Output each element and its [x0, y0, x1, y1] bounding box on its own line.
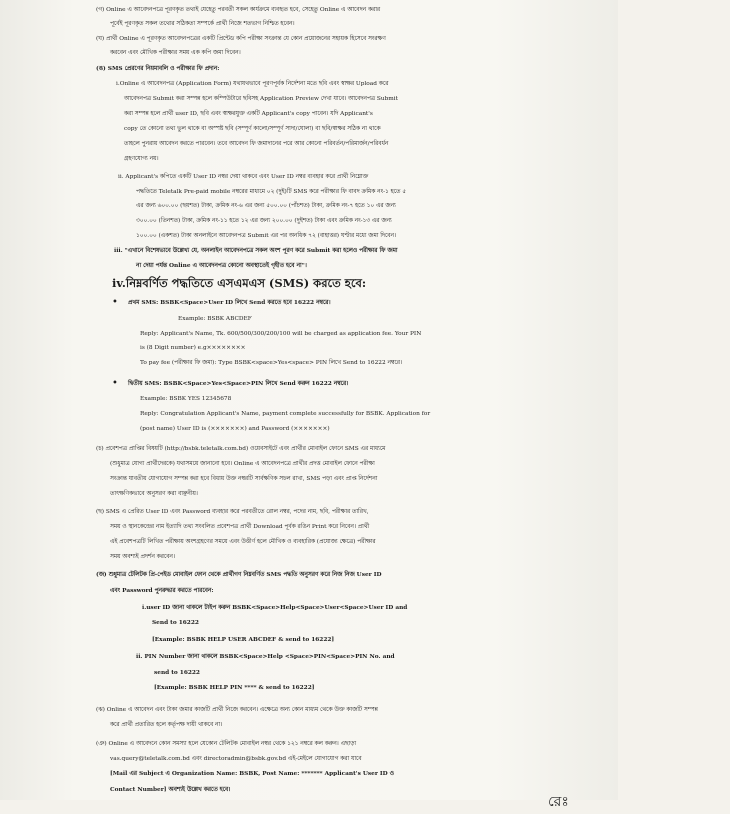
text-line: Contact Number] অবশ্যই উল্লেখ করতে হবে।	[110, 787, 231, 793]
text-line: (জ) শুধুমাত্র টেলিটক প্রি-পেইড মোবাইল ফোন থেকে প্রার্থীগণ নিম্নবর্ণিত SMS পদ্ধতি অনুসরণ করে নিজ নিজ User ID	[96, 572, 382, 578]
text-line: পূর্বেই পূরণকৃত সকল তথ্যের সঠিকতা সম্পর্কে প্রার্থী নিজে শতভাগ নিশ্চিত হবেন।	[110, 21, 295, 27]
text-line: Send to 16222	[152, 620, 199, 626]
text-line: ৩০০.০০ (তিনশত) টাকা, ক্রমিক নং-১১ হতে ১২ এর জন্য ২০০.০০ (দুইশত) টাকা এবং ক্রমিক নং-১৩ এর জন্য	[136, 218, 392, 224]
text-line: সংক্রান্ত যাবতীয় যোগাযোগ সম্পন্ন করা হবে বিধায় উক্ত নম্বরটি সার্বক্ষণিক সচল রাখা, SMS পড়া এবং প্রাপ্ত নির্দেশনা	[110, 476, 378, 482]
text-line: (গ) Online এ আবেদনপত্রে পূরণকৃত তথ্যই যেহেতু পরবর্তী সকল কার্যক্রমে ব্যবহৃত হবে, সেহেতু Online এ আবেদন করার	[96, 7, 381, 13]
text-line: Example: BSBK ABCDEF	[178, 316, 252, 322]
text-line: ii. PIN Number জানা থাকলে BSBK<Space>Help <Space>PIN<Space>PIN No. and	[136, 654, 395, 660]
text-line: (শুধুমাত্র যোগ্য প্রার্থীদেরকে) যথাসময়ে জানানো হবে। Online এ আবেদনপত্রে প্রার্থীর প্রদত্ত মোবাইল ফোনে পরীক্ষা	[110, 461, 375, 467]
text-line: এই প্রবেশপত্রটি লিখিত পরীক্ষায় অংশগ্রহণের সময়ে এবং উত্তীর্ণ হলে মৌখিক ও ব্যবহারিক (প্রযোজ্য ক্ষেত্রে) পরীক্ষার	[110, 539, 376, 545]
text-line: [Example: BSBK HELP USER ABCDEF & send to 16222]	[152, 637, 335, 643]
text-line: Reply: Congratulation Applicant's Name, payment complete successfully for BSBK. Application for	[140, 411, 431, 417]
text-line: i.user ID জানা থাকলে টাইপ করুন BSBK<Space>Help<Space>User<Space>User ID and	[142, 605, 408, 611]
text-line: vas.query@teletalk.com.bd এবং directoradmin@bsbk.gov.bd এই-মেইলে যোগাযোগ করা যাবে	[110, 756, 362, 762]
text-line: (চ) প্রবেশপত্র প্রাপ্তির বিষয়টি (http://bsbk.teletalk.com.bd) ওয়েবসাইটে এবং প্রার্থীর মোবাইল ফোনে SMS এর মাধ্যমে	[96, 446, 386, 452]
text-line: ১০০.০০ (একশত) টাকা অনলাইনে আবেদনপত্র Submit এর পর অনধিক ৭২ (বাহাত্তর) ঘণ্টার মধ্যে জমা দিবেন।	[136, 233, 397, 239]
text-line: To pay fee (পরীক্ষার ফি জমা): Type BSBK<space>Yes<space> PIN লিখে Send to 16222 নম্বরে।	[140, 360, 402, 366]
text-line: আবেদনপত্র Submit করা সম্পন্ন হলে কম্পিউটারে ছবিসহ Application Preview দেখা যাবে। আবেদনপত্র Submit	[124, 96, 398, 102]
text-line: এর জন্য ৬০০.০০ (ছয়শত) টাকা, ক্রমিক নং-৬ এর জন্য ৫০০.০০ (পাঁচশত) টাকা, ক্রমিক নং-৭ হতে ১০ এর জন্য	[136, 203, 396, 209]
text-line: Example: BSBK YES 12345678	[140, 396, 232, 402]
text-line: send to 16222	[154, 670, 200, 676]
text-line: ii. Applicant's কপিতে একটি User ID নম্বর দেয়া থাকবে এবং User ID নম্বর ব্যবহার করে প্রার্থী নিম্নোক্ত	[118, 174, 369, 180]
bullet-icon: •	[112, 378, 118, 389]
text-line: (ঝ) Online এ আবেদন এবং টাকা জমার কাজটি প্রার্থী নিজে করবেন। এক্ষেত্রে অন্য কোন মাধ্যম থেকে উক্ত কাজটি সম্পন্ন	[96, 707, 378, 713]
text-line: করবেন এবং মৌখিক পরীক্ষার সময় এক কপি জমা দিবেন।	[110, 50, 241, 56]
text-line: is (8 Digit number) e.g××××××××	[140, 345, 246, 351]
bullet-icon: •	[112, 297, 118, 308]
text-line: (ঘ) প্রার্থী Online এ পূরণকৃত আবেদনপত্রের একটি প্রিন্টেড কপি পরীক্ষা সংক্রান্ত যে কোন প্রয়োজনের সহায়ক হিসেবে সংরক্ষণ	[96, 36, 386, 42]
text-line: iii. "এখানে বিশেষভাবে উল্লেখ্য যে, অনলাইন আবেদনপত্রে সকল অংশ পূরণ করে Submit করা হলেও পরীক্ষার ফি জমা	[114, 248, 398, 254]
text-line: i.Online এ আবেদনপত্র (Application Form) যথাযথভাবে পূরণপূর্বক নির্দেশনা মতে ছবি এবং স্বাক্ষর Upload করে	[116, 81, 389, 87]
text-line: করে প্রার্থী প্রতারিত হলে কর্তৃপক্ষ দায়ী থাকবে না।	[110, 722, 223, 728]
text-line: এবং Password পুনরুদ্ধার করতে পারবেন:	[110, 588, 214, 594]
text-line: (ছ) SMS এ প্রেরিত User ID এবং Password ব্যবহার করে পরবর্তীতে রোল নম্বর, পদের নাম, ছবি, পরীক্ষার তারিখ,	[96, 509, 369, 515]
text-line: দ্বিতীয় SMS: BSBK<Space>Yes<Space>PIN লিখে Send করুন 16222 নম্বরে।	[128, 381, 349, 387]
text-line: সময় ও স্থানকেন্দ্রের নাম ইত্যাদি তথ্য সংবলিত প্রবেশপত্র প্রার্থী Download পূর্বক রঙিন Print করে নিবেন। প্রার্থী	[110, 524, 370, 530]
text-line: করা সম্পন্ন হলে প্রার্থী user ID, ছবি এবং স্বাক্ষরযুক্ত একটি Applicant's copy পাবেন। যদি Applicant's	[124, 111, 373, 117]
text-line: তাহলে পুনরায় আবেদন করতে পারবেন। তবে আবেদন ফি জমাদানের পরে আর কোনো পরিবর্তন/পরিমার্জন/পরিবর্ধন	[124, 141, 389, 147]
text-line: সময় অবশ্যই প্রদর্শন করবেন।	[110, 554, 175, 560]
text-line: গ্রহণযোগ্য নয়।	[124, 156, 159, 162]
text-line: প্রথম SMS: BSBK<Space>User ID লিখে Send করতে হবে 16222 নম্বরে।	[128, 300, 331, 306]
initials-mark: রেঃ	[548, 794, 569, 810]
text-line: (post name) User ID is (×××××××) and Password (×××××××)	[140, 426, 330, 432]
text-line: Reply: Applicant's Name, Tk. 600/500/300/200/100 will be charged as application fee. Your PIN	[140, 331, 422, 337]
text-line: [Mail এর Subject এ Organization Name: BSBK, Post Name: ******* Applicant's User ID ও	[110, 771, 394, 777]
section-iv-heading: iv.নিম্নবর্ণিত পদ্ধতিতে এসএমএস (SMS) করতে হবে:	[112, 276, 367, 290]
text-line: copy তে কোনো তথ্য ভুল থাকে বা অস্পষ্ট ছবি (সম্পূর্ণ কালো/সম্পূর্ণ সাদা/ঘোলা) বা ছবি/স্বাক্ষর সঠিক না থাকে	[124, 126, 381, 132]
text-line: [Example: BSBK HELP PIN **** & send to 16222]	[154, 685, 315, 691]
text-line: পদ্ধতিতে Teletalk Pre-paid mobile নম্বরের মাধ্যমে ০২ (দুই)টি SMS করে পরীক্ষার ফি বাবদ ক্রমিক নং-১ হতে ৫	[136, 189, 406, 195]
text-line: (ঞ) Online এ আবেদনে কোন সমস্যা হলে যেকোন টেলিটক মোবাইল নম্বর থেকে ১২১ নম্বরে কল করুন। এছাড়া	[96, 741, 357, 747]
text-line: তাৎক্ষণিকভাবে অনুসরণ করা বাঞ্ছনীয়।	[110, 491, 198, 497]
text-line: (ঙ) SMS প্রেরণের নিয়মাবলি ও পরীক্ষার ফি প্রদান:	[96, 66, 220, 72]
text-line: না দেয়া পর্যন্ত Online এ আবেদনপত্র কোনো অবস্থাতেই গৃহীত হবে না"।	[136, 263, 307, 269]
